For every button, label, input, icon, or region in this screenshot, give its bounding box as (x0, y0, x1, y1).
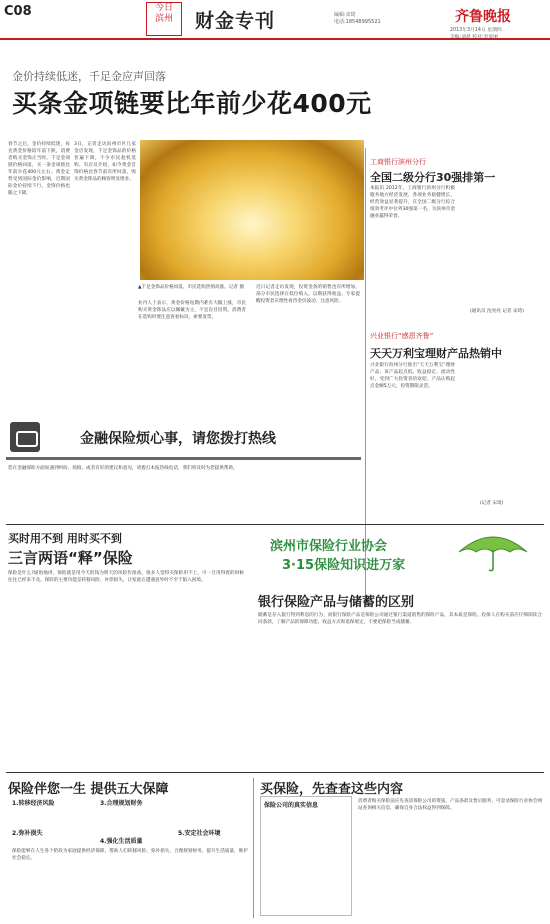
page-header (0, 0, 550, 40)
sec5-info-box (260, 796, 352, 916)
local-logo (146, 2, 182, 36)
sec2-title: 三言两语“释”保险 (8, 549, 133, 567)
side2-body-cont (460, 362, 542, 492)
lead-headline: 买条金项链要比年前少花400元 (12, 89, 372, 118)
paper-name: 齐鲁晚报 (455, 9, 511, 25)
lead-subtitle: 金价持续低迷，千足金应声回落 (12, 70, 166, 83)
dateline (450, 26, 502, 40)
lead-col4: 近日记者走访发现，投资金条的销售也有所增加，部分市民选择在低位购入，以期获得收益。专家提醒投资者应理性看待金价波动，注意风险。 (256, 285, 360, 304)
logo-top-text: 今日 (154, 3, 173, 13)
side1-title: 全国二级分行30强排第一 (370, 171, 496, 184)
sec3-title: 银行保险产品与储蓄的区别 (258, 595, 415, 610)
editor-name: 编辑:宋琦 (334, 12, 356, 18)
sec4-item-3: 3.合理规划财务 (100, 800, 143, 807)
assoc-title-line2: 3·15保险知识进万家 (282, 558, 406, 573)
divider-bar (6, 457, 361, 460)
side2-title: 天天万利宝理财产品热销中 (370, 347, 502, 360)
hotline-body: 您在金融保险方面如遇到纠纷、烦恼，或者有好的建议和意见，请拨打本报热线电话，我们将及时为您提供帮助。 (8, 466, 238, 471)
column-divider-2 (253, 778, 254, 918)
sec4-item-1: 1.转移经济风险 (12, 800, 55, 807)
gold-jewelry-photo (140, 140, 364, 280)
page-number: C08 (4, 4, 32, 19)
editor-info (334, 12, 381, 26)
sec3-body: 储蓄是存入银行得到利息的行为，而银行保险产品是保险公司通过银行渠道销售的保险产品，其本质是保险。投保人在购买前应仔细阅读合同条款，了解产品的保障功能、收益方式和退保规定，不要把保险当成储蓄。 (258, 613, 542, 625)
lead-col3: 业内人士表示，黄金价格短期内难有大幅上涨，市民购买黄金饰品应以佩戴为主，不宜盲目投资。消费者在选购时要注意查看标识，索要发票。 (138, 301, 246, 320)
side1-kicker: 工商银行滨州分行 (370, 158, 426, 166)
sec4-body: 保险能够在人生各个阶段为家庭提供经济保障，帮助人们转移风险、弥补损失，合理规划财务，提升生活质量，维护社会稳定。 (12, 849, 248, 861)
gold-photo-caption: ▲千足金饰品价格回落，市民选购热情高涨。记者 摄 (138, 285, 245, 290)
side1-body: 本报讯 2012年，工商银行滨州分行积极服务地方经济发展，各项业务稳健增长，经营效益显著提升，在全国二级分行综合绩效考评中位列30强第一名，为滨州市金融业赢得荣誉。 (370, 186, 455, 219)
lead-col1: 春节之后，金价持续低迷，每克黄金价格较年前下跌，消费者购买金饰正当时。千足金项链价格回落，买一条金项链比年前少花400元左右。黄金走势受到国际金价影响，近期国际金价持续下行，金饰价格也随之下降。 (8, 142, 70, 196)
logo-bottom-text: 滨州 (154, 14, 173, 24)
sec4-item-2: 2.弥补损失 (12, 830, 43, 837)
column-divider (365, 148, 366, 598)
section-rule (6, 524, 544, 525)
assoc-title-line1: 滨州市保险行业协会 (270, 539, 388, 554)
editor-phone: 电话:18548995521 (334, 19, 381, 25)
sec2-body: 保险是什么?通俗地讲，保险就是用今天的钱为明天的风险作准备。很多人觉得买保险用不上，可一旦用得着的时候往往已经来不及。保险的主要功能是转移风险、补偿损失，让家庭在遭遇意外时不至于陷入困境。 (8, 571, 244, 583)
sec5-title: 买保险，先查查这些内容 (260, 782, 404, 797)
side1-byline: (通讯员 沈亮亮 记者 宋琦) (470, 309, 524, 314)
side2-kicker: 兴业银行“感恩齐鲁” (370, 332, 434, 340)
lead-col2: 3日，记者走访滨州市区几家金店发现，千足金饰品的价格普遍下调，不少市民趁机选购。有店员介绍，如今黄金首饰价格比春节前有所回落，购买黄金饰品的顾客明显增多。 (74, 142, 136, 182)
date-text: 2013年3月14日 星期四 (450, 28, 502, 33)
sec5-subhead: 保险公司的真实信息 (264, 802, 319, 809)
hotline-title: 金融保险烦心事，请您拨打热线 (80, 431, 276, 447)
side2-byline: (记者 宋琦) (480, 501, 504, 506)
sec4-item-4: 4.强化生活质量 (100, 838, 143, 845)
telephone-icon (10, 422, 40, 452)
sec5-body: 消费者购买保险前应先查清保险公司的资质、产品条款及售后服务，可登录保险行业协会网站查询相关信息，确保自身合法权益得到保障。 (358, 799, 542, 811)
sec4-item-5: 5.安定社会环境 (178, 830, 221, 837)
umbrella-icon (455, 528, 531, 572)
section-title: 财金专刊 (195, 10, 276, 32)
sec4-title: 保险伴您一生 提供五大保障 (8, 782, 169, 797)
side2-body: 兴业银行滨州分行推出“天天万利宝”理财产品，该产品起点低、收益稳定、流动性好，受到广大投资者的欢迎。产品认购起点金额5万元，投资期限灵活。 (370, 363, 455, 389)
section-rule-2 (6, 772, 544, 773)
side1-body-cont (460, 185, 542, 305)
sec2-kicker: 买时用不到 用时买不到 (8, 532, 122, 545)
staff-text: 美编:刘晨 校对:李爱丽 (450, 35, 498, 40)
